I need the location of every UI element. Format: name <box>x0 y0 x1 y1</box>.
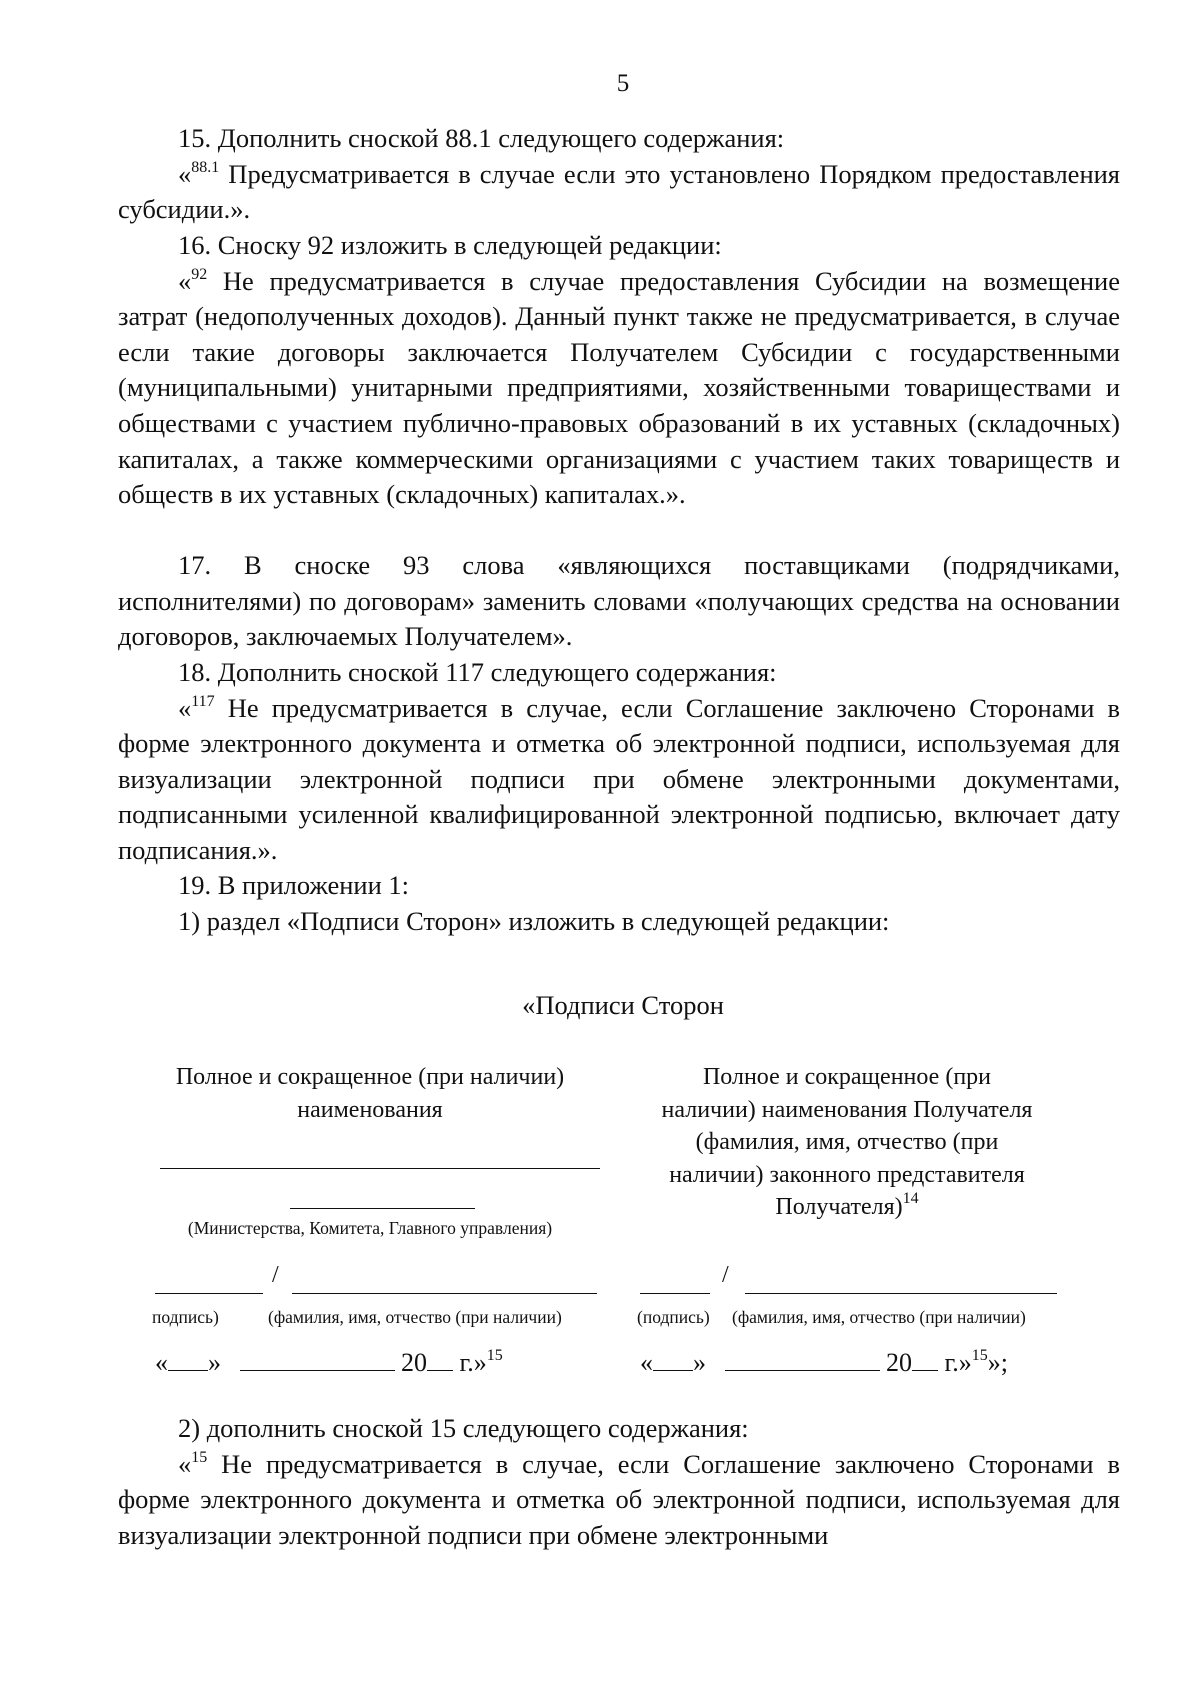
signatures-title: «Подписи Сторон <box>522 990 724 1020</box>
item-19-part-2 <box>118 1411 1120 1553</box>
right-name-line <box>745 1293 1057 1294</box>
right-date: « » 20 г.»$^{15}$»; <box>640 1347 1008 1377</box>
right-party-header: Полное и сокращенное (при наличии) наименования Получателя (фамилия, имя, отчество (при наличии) законного представителя Получателя)$^{14}$ <box>661 1064 1033 1220</box>
item-17 <box>118 548 1120 655</box>
left-org-name-line <box>160 1168 600 1169</box>
page-number: 5 <box>616 70 630 97</box>
footnote-marker: 92 <box>191 265 208 283</box>
left-party-header: Полное и сокращенное (при наличии) наименования <box>175 1064 565 1123</box>
footnote-15-text: «$^{15}$ Не предусматривается в случае, если Соглашение заключено Сторонами в форме электронного документа и отметка об электронной подписи, используемая для визуализации электронной подписи при обмене электронными <box>118 1448 1120 1550</box>
item-18 <box>118 655 1120 869</box>
left-name-line <box>292 1293 597 1294</box>
item-19 <box>118 868 1120 939</box>
left-org-short-line <box>290 1208 475 1209</box>
right-signature-line <box>640 1293 710 1294</box>
footnote-88-1-text: «$^{88.1}$ Предусматривается в случае если это установлено Порядком предоставления субсидии.». <box>118 158 1120 225</box>
footnote-marker: 15 <box>191 1448 208 1466</box>
item-18-heading: 18. Дополнить сноской 117 следующего содержания: <box>178 657 777 687</box>
left-signature-line <box>155 1293 263 1294</box>
item-17-text: 17. В сноске 93 слова «являющихся поставщиками (подрядчиками, исполнителями) по договорам» заменить словами «получающих средства на основании договоров, заключаемых Получателем». <box>118 550 1120 652</box>
left-signature-caption: подпись) <box>152 1307 219 1327</box>
item-16-heading: 16. Сноску 92 изложить в следующей редакции: <box>178 230 722 260</box>
left-name-caption: (фамилия, имя, отчество (при наличии) <box>268 1307 562 1327</box>
item-19-sub-1: 1) раздел «Подписи Сторон» изложить в следующей редакции: <box>178 905 890 936</box>
footnote-92-text: «$^{92}$ Не предусматривается в случае предоставления Субсидии на возмещение затрат (недополученных доходов). Данный пункт также не предусматривается, в случае если такие договоры заключается Получателем Субсидии с государственными (муниципальными) унитарными предприятиями, хозяйственными товариществами и обществами с участием публично-правовых образований в их уставных (складочных) капиталах, а также коммерческими организациями с участием таких товариществ и обществ в их уставных (складочных) капиталах.». <box>118 265 1120 510</box>
item-19-sub-2: 2) дополнить сноской 15 следующего содержания: <box>178 1413 749 1443</box>
right-slash: / <box>722 1262 729 1288</box>
left-slash: / <box>272 1262 279 1288</box>
right-name-caption: (фамилия, имя, отчество (при наличии) <box>732 1307 1026 1327</box>
footnote-117-text: «$^{117}$ Не предусматривается в случае, если Соглашение заключено Сторонами в форме электронного документа и отметка об электронной подписи, используемая для визуализации электронной подписи при обмене электронными документами, подписанными усиленной квалифицированной электронной подписью, включает дату подписания.». <box>118 692 1120 865</box>
left-org-caption: (Министерства, Комитета, Главного управления) <box>187 1218 553 1238</box>
item-19-heading: 19. В приложении 1: <box>178 870 409 900</box>
item-16 <box>118 228 1120 513</box>
footnote-marker: 117 <box>191 692 215 710</box>
item-15 <box>118 121 1120 228</box>
left-date: « » 20 г.»$^{15}$ <box>155 1347 503 1377</box>
footnote-marker: 88.1 <box>191 158 220 176</box>
right-signature-caption: (подпись) <box>637 1307 710 1327</box>
item-15-heading: 15. Дополнить сноской 88.1 следующего содержания: <box>178 123 785 153</box>
